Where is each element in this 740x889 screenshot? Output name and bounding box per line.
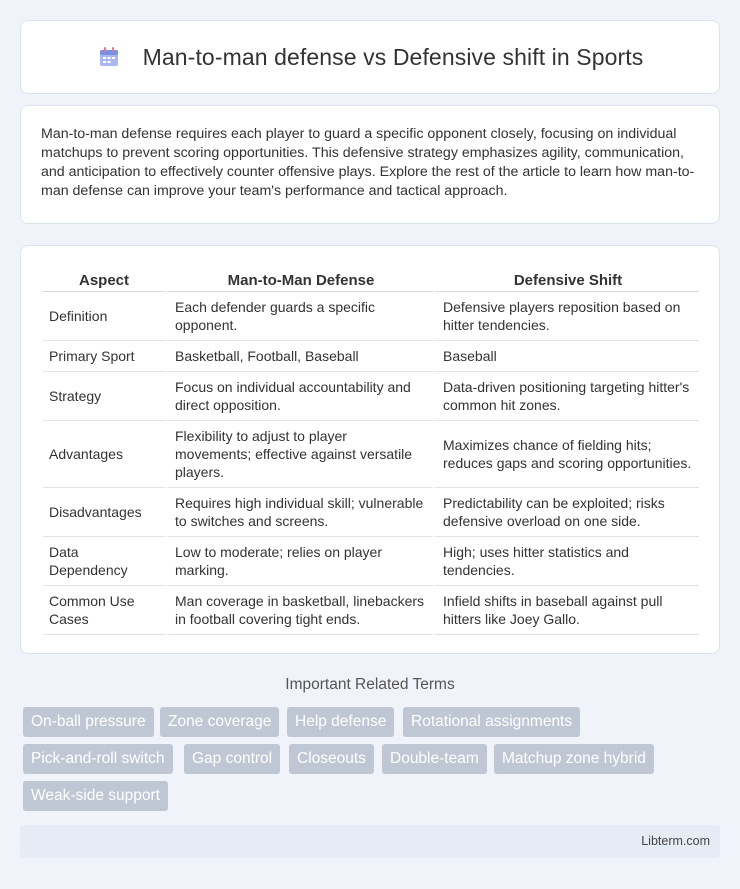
tag-pick-and-roll-switch[interactable]: Pick-and-roll switch <box>23 744 173 774</box>
row-defensive-shift: High; uses hitter statistics and tendencies. <box>433 537 699 586</box>
table-header-row <box>43 266 699 292</box>
tag-on-ball-pressure[interactable]: On-ball pressure <box>23 707 154 737</box>
tag-rotational-assignments[interactable]: Rotational assignments <box>403 707 580 737</box>
intro-card <box>20 105 720 224</box>
row-aspect: Common Use Cases <box>43 586 165 635</box>
related-terms-heading: Important Related Terms <box>285 676 455 693</box>
tag-zone-coverage[interactable]: Zone coverage <box>160 707 279 737</box>
footer-site-link[interactable]: Libterm.com <box>641 834 710 848</box>
table-row <box>43 341 699 372</box>
row-defensive-shift: Maximizes chance of fielding hits; reduces gaps and scoring opportunities. <box>433 421 699 488</box>
row-man-to-man: Basketball, Football, Baseball <box>165 341 433 372</box>
tag-gap-control[interactable]: Gap control <box>184 744 280 774</box>
tag-double-team[interactable]: Double-team <box>382 744 487 774</box>
row-defensive-shift: Data-driven positioning targeting hitter's common hit zones. <box>433 372 699 421</box>
tag-closeouts[interactable]: Closeouts <box>289 744 374 774</box>
row-man-to-man: Man coverage in basketball, linebackers in football covering tight ends. <box>165 586 433 635</box>
table-row <box>43 372 699 421</box>
table-row <box>43 292 699 341</box>
tag-matchup-zone-hybrid[interactable]: Matchup zone hybrid <box>494 744 654 774</box>
row-defensive-shift: Baseball <box>433 341 699 372</box>
intro-paragraph: Man-to-man defense requires each player to guard a specific opponent closely, focusing on individual matchups to prevent scoring opportunities. This defensive strategy emphasizes agility, communication, and anticipation to effectively counter offensive plays. Explore the rest of the article to learn how man-to-man defense can improve your team's performance and tactical approach. <box>41 126 695 199</box>
footer <box>20 825 720 858</box>
tag-weak-side-support[interactable]: Weak-side support <box>23 781 168 811</box>
page-title: Man-to-man defense vs Defensive shift in Sports <box>142 43 644 70</box>
comparison-table-card <box>20 245 720 654</box>
tag-help-defense[interactable]: Help defense <box>287 707 394 737</box>
calendar-icon <box>97 45 121 69</box>
row-aspect: Primary Sport <box>43 341 165 372</box>
header-aspect: Aspect <box>43 266 165 292</box>
row-man-to-man: Flexibility to adjust to player movements; effective against versatile players. <box>165 421 433 488</box>
title-card <box>20 20 720 94</box>
row-aspect: Disadvantages <box>43 488 165 537</box>
table-row <box>43 537 699 586</box>
header-defensive-shift: Defensive Shift <box>433 266 699 292</box>
row-man-to-man: Requires high individual skill; vulnerable to switches and screens. <box>165 488 433 537</box>
table-row <box>43 421 699 488</box>
table-row <box>43 488 699 537</box>
row-defensive-shift: Predictability can be exploited; risks defensive overload on one side. <box>433 488 699 537</box>
row-aspect: Definition <box>43 292 165 341</box>
table-row <box>43 586 699 635</box>
row-aspect: Strategy <box>43 372 165 421</box>
header-man-to-man: Man-to-Man Defense <box>165 266 433 292</box>
row-man-to-man: Low to moderate; relies on player marking. <box>165 537 433 586</box>
row-defensive-shift: Infield shifts in baseball against pull hitters like Joey Gallo. <box>433 586 699 635</box>
row-man-to-man: Each defender guards a specific opponent. <box>165 292 433 341</box>
comparison-table <box>43 266 699 635</box>
row-aspect: Advantages <box>43 421 165 488</box>
row-defensive-shift: Defensive players reposition based on hitter tendencies. <box>433 292 699 341</box>
row-man-to-man: Focus on individual accountability and direct opposition. <box>165 372 433 421</box>
row-aspect: Data Dependency <box>43 537 165 586</box>
